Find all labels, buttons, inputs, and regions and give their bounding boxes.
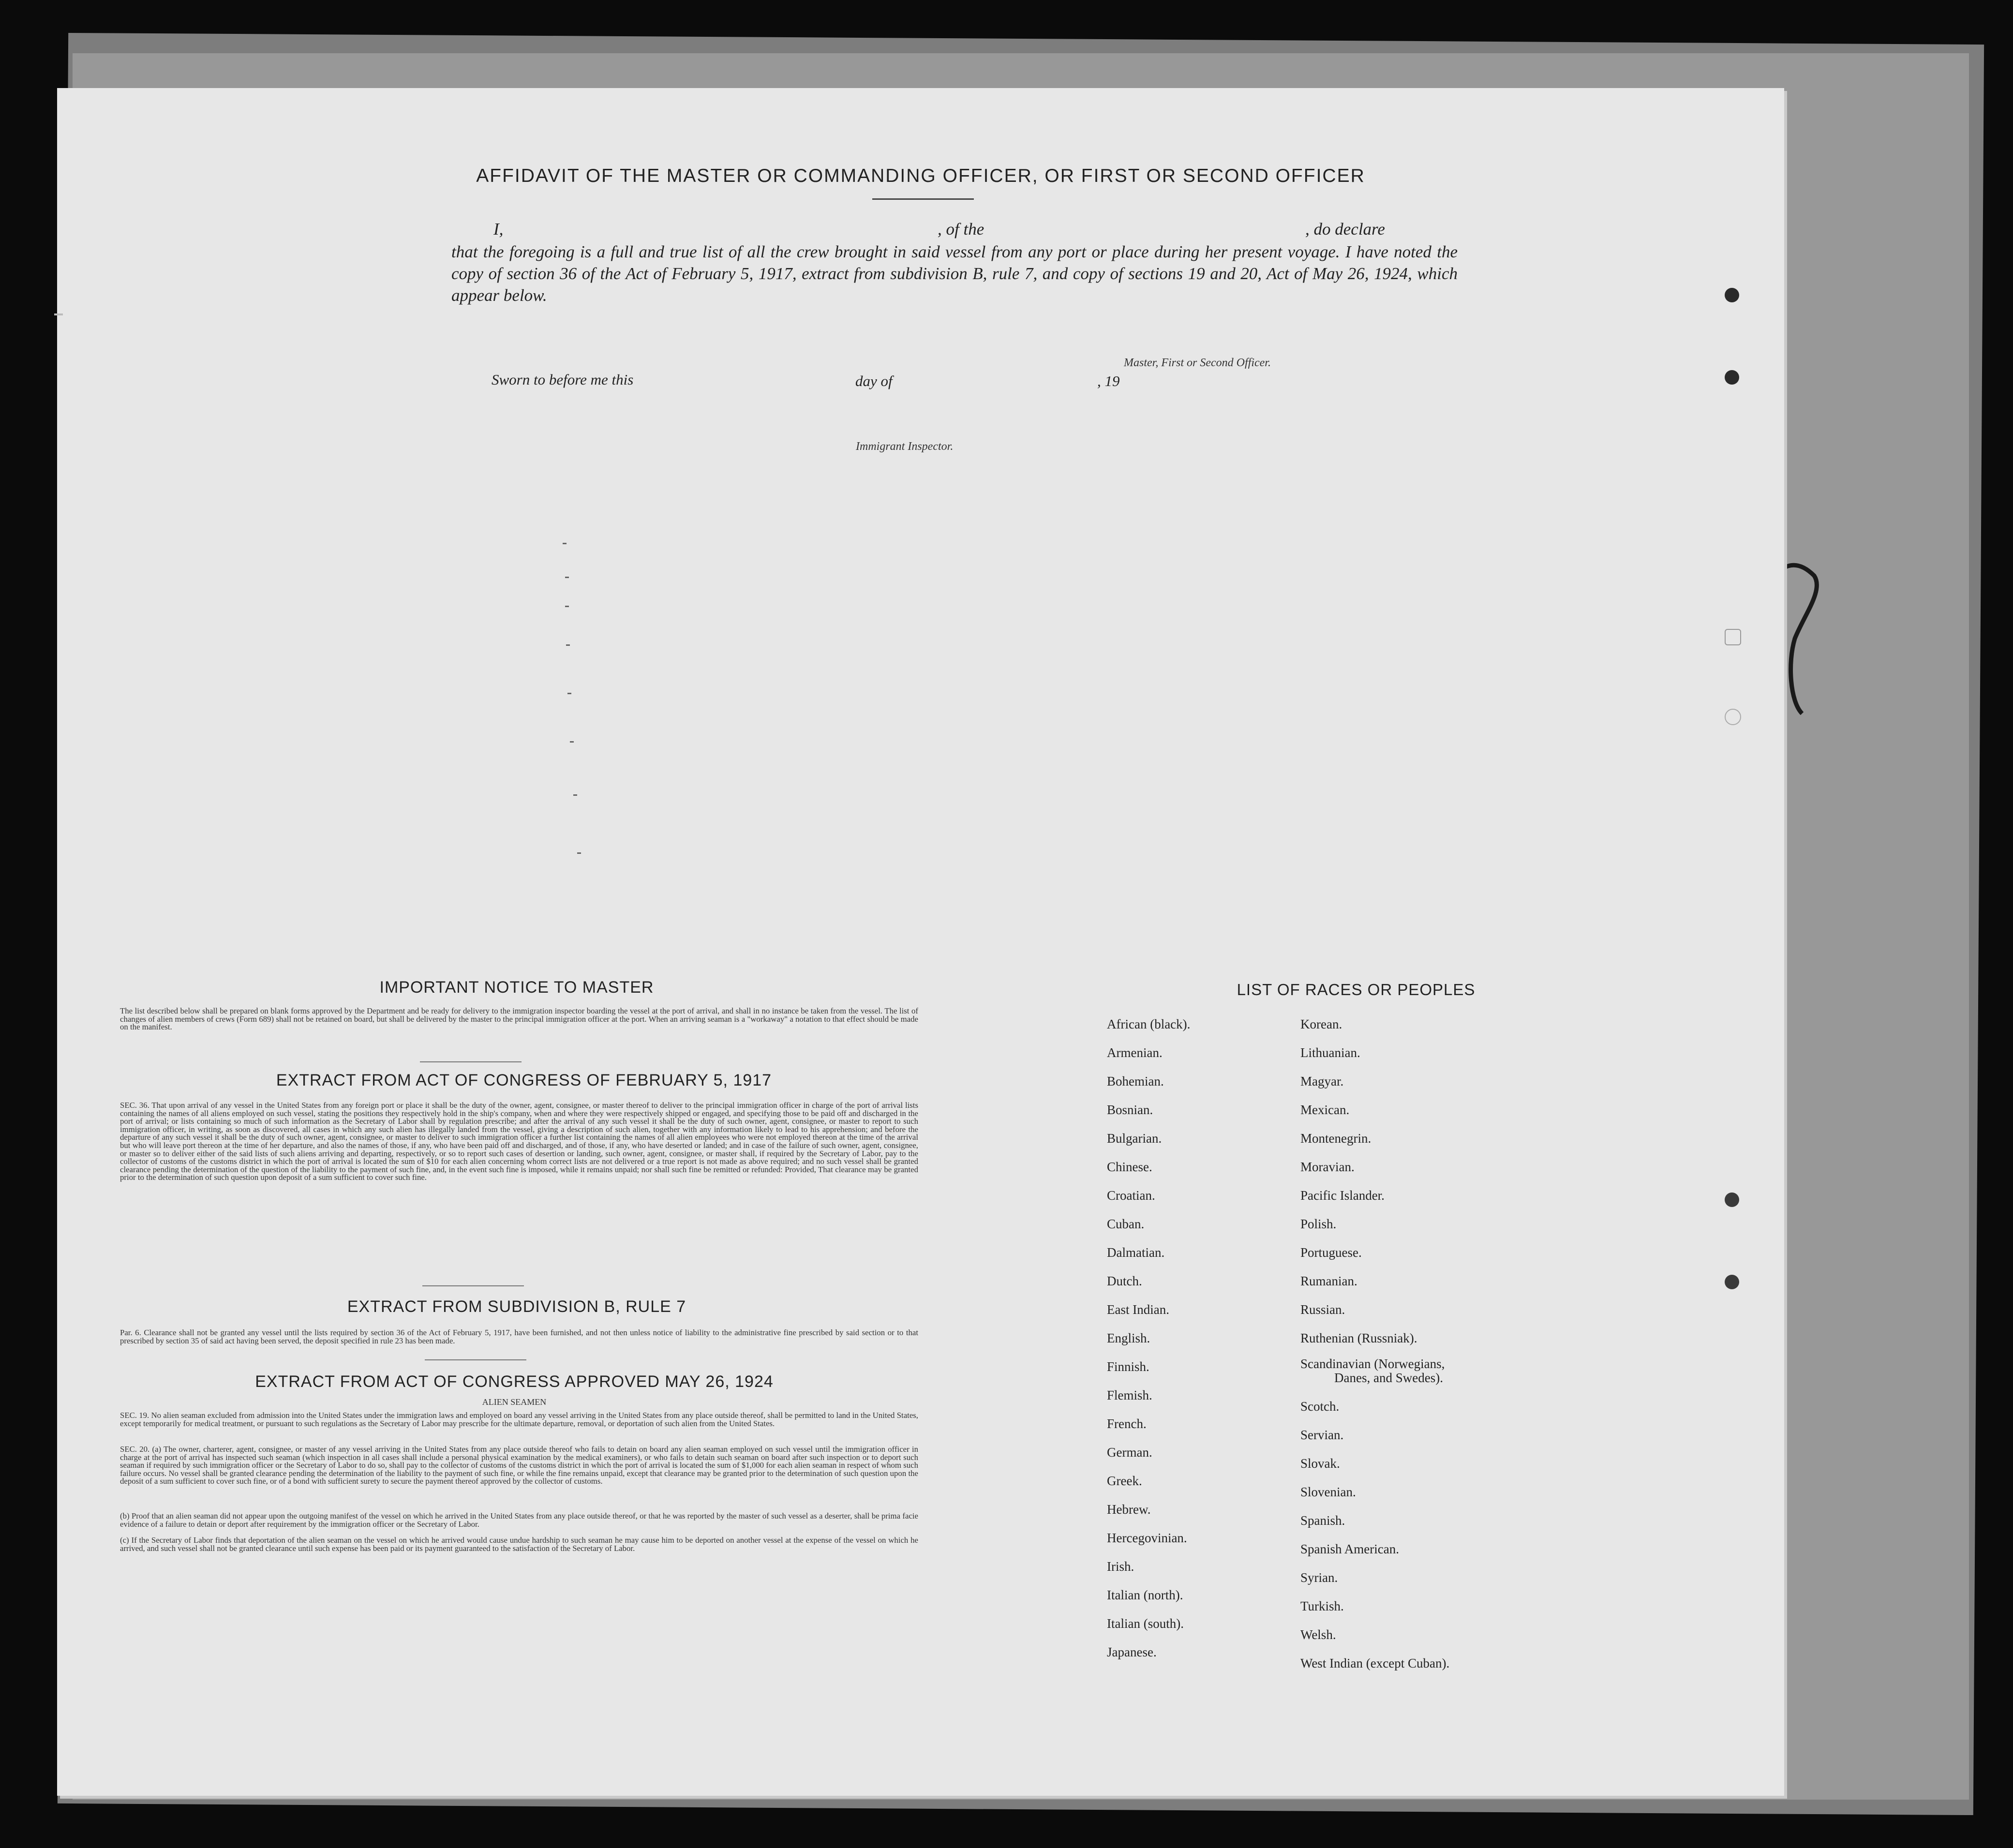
section-divider bbox=[420, 1061, 522, 1062]
race-item: Croatian. bbox=[1107, 1188, 1155, 1203]
race-item: Turkish. bbox=[1300, 1599, 1344, 1613]
race-item: Slovak. bbox=[1300, 1456, 1340, 1471]
race-item: Armenian. bbox=[1107, 1045, 1163, 1060]
sec-20b-text: (b) Proof that an alien seaman did not appear upon the outgoing manifest of the vessel on which he arrived in the United States from any place outside thereof, or that he was reported by the master of such vessel as a deserter, shall be prima facie evidence of a failure to detain or deport after requirement by the immigration officer or the Secretary of Labor. bbox=[120, 1511, 918, 1529]
speck-mark bbox=[577, 852, 581, 854]
race-item: Welsh. bbox=[1300, 1627, 1336, 1642]
alien-seamen-subtitle: ALIEN SEAMEN bbox=[482, 1397, 547, 1407]
race-item: Mexican. bbox=[1300, 1103, 1350, 1117]
extract-1917-title: EXTRACT FROM ACT OF CONGRESS OF FEBRUARY 5, 1917 bbox=[276, 1071, 772, 1089]
affidavit-of-the-label: , of the bbox=[938, 220, 984, 238]
extract-1917-text: SEC. 36. That upon arrival of any vessel in the United States from any foreign port or place it shall be the duty of the owner, agent, consignee, or master thereof to deliver to the principal immigration officer in charge of the port of arrival lists containing the names of all aliens employed on such vessel, stating the positions they respectively hold in the ship's company, when and where they were respectively shipped or engaged, and specifying those to be paid off and discharged in the port of arrival; or lists containing so much of such information as the Secretary of Labor shall by regulation prescribe; and after the arrival of any such vessel it shall be the duty of such owner, agent, consignee, or master to report to such immigration officer, in writing, as soon as discovered, all cases in which any such alien has illegally landed from the vessel, giving a description of such alien, together with any information likely to lead to his apprehension; and before the departure of any such vessel it shall be the duty of such owner, agent, consignee, or master to deliver to such immigration officer a further list containing the names of all alien employees who were not employed thereon at the time of the arrival but who will leave port thereon at the time of her departure, and also the names of those, if any, who have been paid off and discharged, and of those, if any, who have deserted or landed; and in case of the failure of such owner, agent, consignee, or master so to deliver either of the said lists of such aliens arriving and departing, respectively, or so to report such cases of desertion or landing, such owner, agent, consignee, or master shall, if required by the Secretary of Labor, pay to the collector of customs of the customs district in which the port of arrival is located the sum of $10 for each alien concerning whom correct lists are not delivered or a true report is not made as above required; and no such vessel shall be granted clearance pending the determination of the question of the liability to the payment of such fine, and, in the event such fine is imposed, while it remains unpaid; nor shall such fine be remitted or refunded: Provided, That clearance may be granted prior to the determination of such question upon deposit of a sum sufficient to cover such fine. bbox=[120, 1101, 918, 1182]
race-item: Bohemian. bbox=[1107, 1074, 1164, 1088]
race-item: Dutch. bbox=[1107, 1274, 1142, 1288]
race-item: Italian (south). bbox=[1107, 1616, 1184, 1631]
race-item: Montenegrin. bbox=[1300, 1131, 1372, 1146]
sec-19-text: SEC. 19. No alien seaman excluded from admission into the United States under the immigration laws and employed on board any vessel arriving in the United States from any place outside thereof, shall be permitted to land in the United States, except temporarily for medical treatment, or pursuant to such regulations as the Secretary of Labor may prescribe for the ultimate departure, removal, or deportation of such alien from the United States. bbox=[120, 1411, 918, 1428]
title-underline bbox=[872, 198, 974, 200]
manifest-sheet bbox=[57, 88, 1784, 1796]
sworn-label: Sworn to before me this bbox=[492, 371, 634, 388]
race-item: Bosnian. bbox=[1107, 1103, 1153, 1117]
race-item: Spanish. bbox=[1300, 1513, 1345, 1528]
race-item: Scandinavian (Norwegians, bbox=[1300, 1356, 1445, 1371]
rule-7-text: Par. 6. Clearance shall not be granted any vessel until the lists required by section 36 of the Act of February 5, 1917, have been furnished, and not then unless notice of liability to the administrative fine prescribed by said section or to that prescribed by section 35 of said act having been served, the deposit specified in rule 23 has been made. bbox=[120, 1328, 918, 1345]
inspector-label: Immigrant Inspector. bbox=[856, 440, 954, 453]
race-item: Danes, and Swedes). bbox=[1334, 1371, 1443, 1385]
day-of-label: day of bbox=[855, 373, 893, 389]
binder-hole-icon bbox=[1725, 370, 1739, 385]
race-item: Spanish American. bbox=[1300, 1542, 1399, 1556]
sec-20c-text: (c) If the Secretary of Labor finds that deportation of the alien seaman on the vessel on which he arrived would cause undue hardship to such seaman he may cause him to be deported on another vessel at the expense of the vessel on which he arrived, and such vessel shall not be granted clearance until such expense has been paid or its payment guaranteed to the satisfaction of the Secretary of Labor. bbox=[120, 1535, 918, 1553]
section-divider bbox=[425, 1359, 526, 1360]
race-item: Lithuanian. bbox=[1300, 1045, 1360, 1060]
extract-1924-title: EXTRACT FROM ACT OF CONGRESS APPROVED MAY 26, 1924 bbox=[255, 1372, 774, 1391]
sec-20a-text: SEC. 20. (a) The owner, charterer, agent, consignee, or master of any vessel arriving in the United States from any place outside thereof who fails to detain on board any alien seaman employed on such vessel until the immigration officer in charge at the port of arrival has inspected such seaman (which inspection in all cases shall include a personal physical examination by the medical examiners), or who fails to detain such seaman on board after such inspection or to deport such seaman if required by such immigration officer or the Secretary of Labor to do so, shall pay to the collector of customs of the customs district in which the port of arrival is located the sum of $1,000 for each alien seaman in respect of whom such failure occurs. No vessel shall be granted clearance pending the determination of the liability to the payment of such fine, or while the fine remains unpaid, except that clearance may be granted prior to the determination of such question upon the deposit of a sum sufficient to cover such fine, or of a bond with sufficient surety to secure the payment thereof approved by the collector of customs. bbox=[120, 1445, 918, 1486]
race-item: Syrian. bbox=[1300, 1570, 1338, 1585]
section-divider bbox=[422, 1285, 524, 1286]
race-item: East Indian. bbox=[1107, 1302, 1169, 1317]
race-item: Japanese. bbox=[1107, 1645, 1157, 1659]
race-item: Hercegovinian. bbox=[1107, 1531, 1187, 1545]
race-item: Finnish. bbox=[1107, 1359, 1149, 1374]
race-item: Irish. bbox=[1107, 1559, 1134, 1574]
race-item: Servian. bbox=[1300, 1428, 1344, 1442]
race-item: Bulgarian. bbox=[1107, 1131, 1162, 1146]
race-item: Portuguese. bbox=[1300, 1245, 1362, 1260]
race-item: French. bbox=[1107, 1416, 1147, 1431]
rule-7-title: EXTRACT FROM SUBDIVISION B, RULE 7 bbox=[347, 1297, 686, 1316]
affidavit-i-label: I, bbox=[493, 220, 504, 238]
speck-mark bbox=[573, 794, 577, 796]
race-item: Ruthenian (Russniak). bbox=[1300, 1331, 1417, 1345]
race-item: English. bbox=[1107, 1331, 1150, 1345]
race-item: Chinese. bbox=[1107, 1160, 1152, 1174]
race-item: Greek. bbox=[1107, 1474, 1142, 1488]
race-item: German. bbox=[1107, 1445, 1152, 1460]
speck-mark bbox=[565, 577, 569, 578]
affidavit-title: AFFIDAVIT OF THE MASTER OR COMMANDING OFFICER, OR FIRST OR SECOND OFFICER bbox=[476, 165, 1365, 186]
notice-text: The list described below shall be prepared on blank forms approved by the Department and be ready for delivery to the immigration inspector boarding the vessel at the port of arrival, and shall in no instance be taken from the vessel. The list of changes of alien members of crews (Form 689) shall not be retained on board, but shall be delivered by the master to the principal immigration officer at the port. When an arriving seaman is a "workaway" a notation to that effect should be made on the manifest. bbox=[120, 1006, 918, 1032]
race-item: Slovenian. bbox=[1300, 1485, 1356, 1499]
race-item: Cuban. bbox=[1107, 1217, 1145, 1231]
notice-title: IMPORTANT NOTICE TO MASTER bbox=[379, 978, 654, 997]
race-item: Italian (north). bbox=[1107, 1588, 1183, 1602]
speck-mark bbox=[563, 543, 567, 544]
race-item: Korean. bbox=[1300, 1017, 1342, 1031]
year-label: , 19 bbox=[1097, 373, 1120, 389]
race-item: Dalmatian. bbox=[1107, 1245, 1165, 1260]
binder-hole-icon bbox=[1725, 629, 1741, 645]
speck-mark bbox=[565, 606, 569, 607]
race-item: Moravian. bbox=[1300, 1160, 1355, 1174]
binder-hole-icon bbox=[1725, 288, 1739, 302]
margin-tick bbox=[54, 313, 63, 315]
race-item: Scotch. bbox=[1300, 1399, 1340, 1414]
affidavit-body: that the foregoing is a full and true list of all the crew brought in said vessel from any port or place during her present voyage. I have noted the copy of section 36 of the Act of February 5, 1917, extract from subdivision B, rule 7, and copy of sections 19 and 20, Act of May 26, 1924, which appear below. bbox=[451, 242, 1458, 305]
race-item: Magyar. bbox=[1300, 1074, 1344, 1088]
race-item: Hebrew. bbox=[1107, 1502, 1151, 1517]
race-item: Pacific Islander. bbox=[1300, 1188, 1385, 1203]
speck-mark bbox=[567, 693, 571, 694]
race-item: African (black). bbox=[1107, 1017, 1191, 1031]
master-signature-label: Master, First or Second Officer. bbox=[1124, 357, 1271, 369]
race-item: Rumanian. bbox=[1300, 1274, 1357, 1288]
race-item: Polish. bbox=[1300, 1217, 1337, 1231]
race-item: Flemish. bbox=[1107, 1388, 1152, 1402]
races-title: LIST OF RACES OR PEOPLES bbox=[1237, 981, 1476, 999]
race-item: Russian. bbox=[1300, 1302, 1345, 1317]
speck-mark bbox=[566, 644, 570, 646]
speck-mark bbox=[570, 741, 574, 743]
race-item: West Indian (except Cuban). bbox=[1300, 1656, 1450, 1670]
binder-hole-icon bbox=[1725, 1275, 1739, 1289]
binder-hole-icon bbox=[1725, 1192, 1739, 1207]
binder-hole-icon bbox=[1725, 709, 1741, 725]
affidavit-do-declare-label: , do declare bbox=[1305, 220, 1385, 238]
